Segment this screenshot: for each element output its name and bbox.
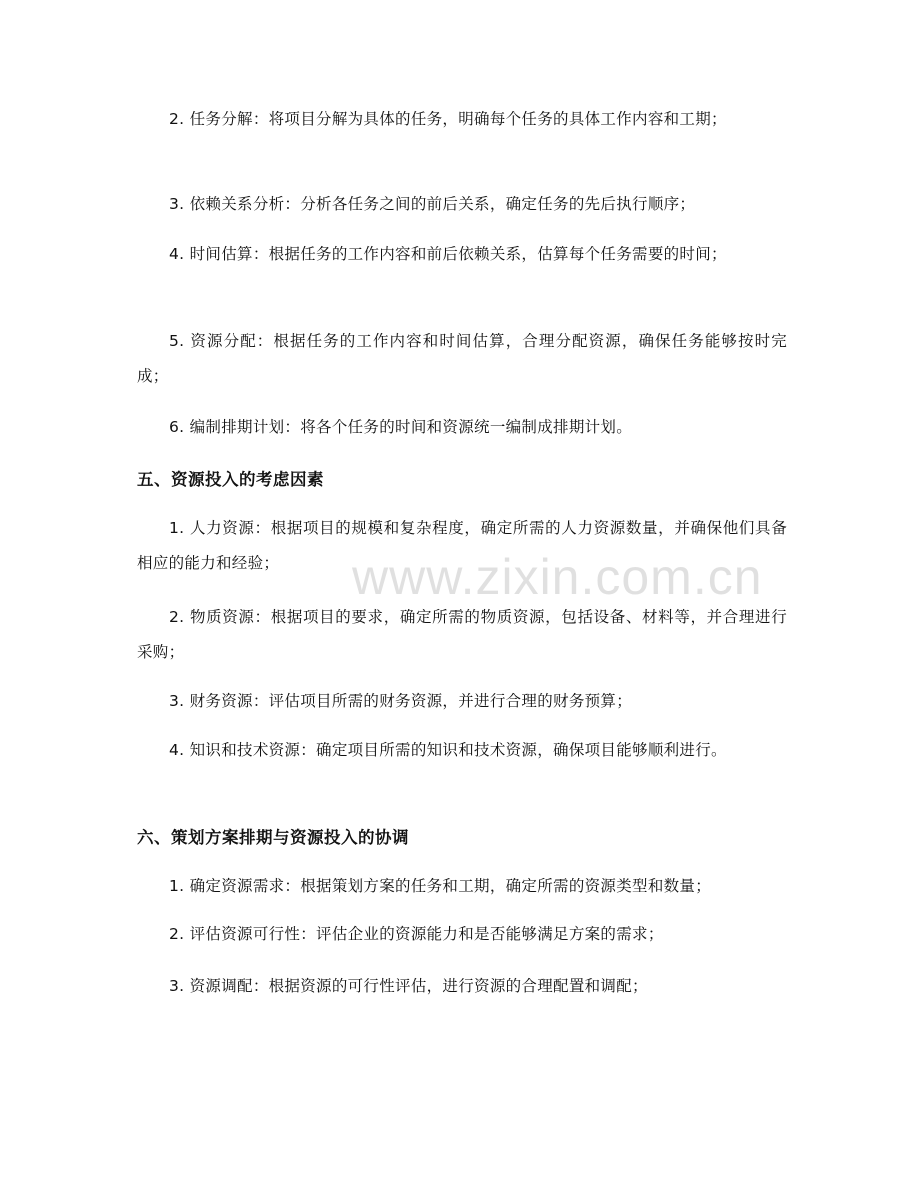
paragraph-task-breakdown: 2. 任务分解：将项目分解为具体的任务，明确每个任务的具体工作内容和工期； xyxy=(169,110,727,128)
paragraph-financial-resources: 3. 财务资源：评估项目所需的财务资源，并进行合理的财务预算； xyxy=(169,692,633,710)
paragraph-dependency-analysis: 3. 依赖关系分析：分析各任务之间的前后关系，确定任务的先后执行顺序； xyxy=(169,195,696,213)
paragraph-resource-demand: 1. 确定资源需求：根据策划方案的任务和工期，确定所需的资源类型和数量； xyxy=(169,877,712,895)
paragraph-material-resources: 2. 物质资源：根据项目的要求，确定所需的物质资源，包括设备、材料等，并合理进行采购； xyxy=(137,608,787,661)
section-heading-coordination: 六、策划方案排期与资源投入的协调 xyxy=(137,828,409,847)
paragraph-knowledge-resources: 4. 知识和技术资源：确定项目所需的知识和技术资源，确保项目能够顺利进行。 xyxy=(169,741,727,759)
paragraph-resource-allocation: 5. 资源分配：根据任务的工作内容和时间估算，合理分配资源，确保任务能够按时完成； xyxy=(137,332,787,385)
paragraph-human-resources: 1. 人力资源：根据项目的规模和复杂程度，确定所需的人力资源数量，并确保他们具备相应的能力和经验； xyxy=(137,519,787,572)
section-heading-resource-factors: 五、资源投入的考虑因素 xyxy=(137,470,324,489)
paragraph-resource-feasibility: 2. 评估资源可行性：评估企业的资源能力和是否能够满足方案的需求； xyxy=(169,925,664,943)
paragraph-time-estimation: 4. 时间估算：根据任务的工作内容和前后依赖关系，估算每个任务需要的时间； xyxy=(169,245,727,263)
watermark: www.zixin.com.cn xyxy=(352,549,763,605)
paragraph-resource-deployment: 3. 资源调配：根据资源的可行性评估，进行资源的合理配置和调配； xyxy=(169,977,648,995)
paragraph-schedule-plan: 6. 编制排期计划：将各个任务的时间和资源统一编制成排期计划。 xyxy=(169,418,633,436)
